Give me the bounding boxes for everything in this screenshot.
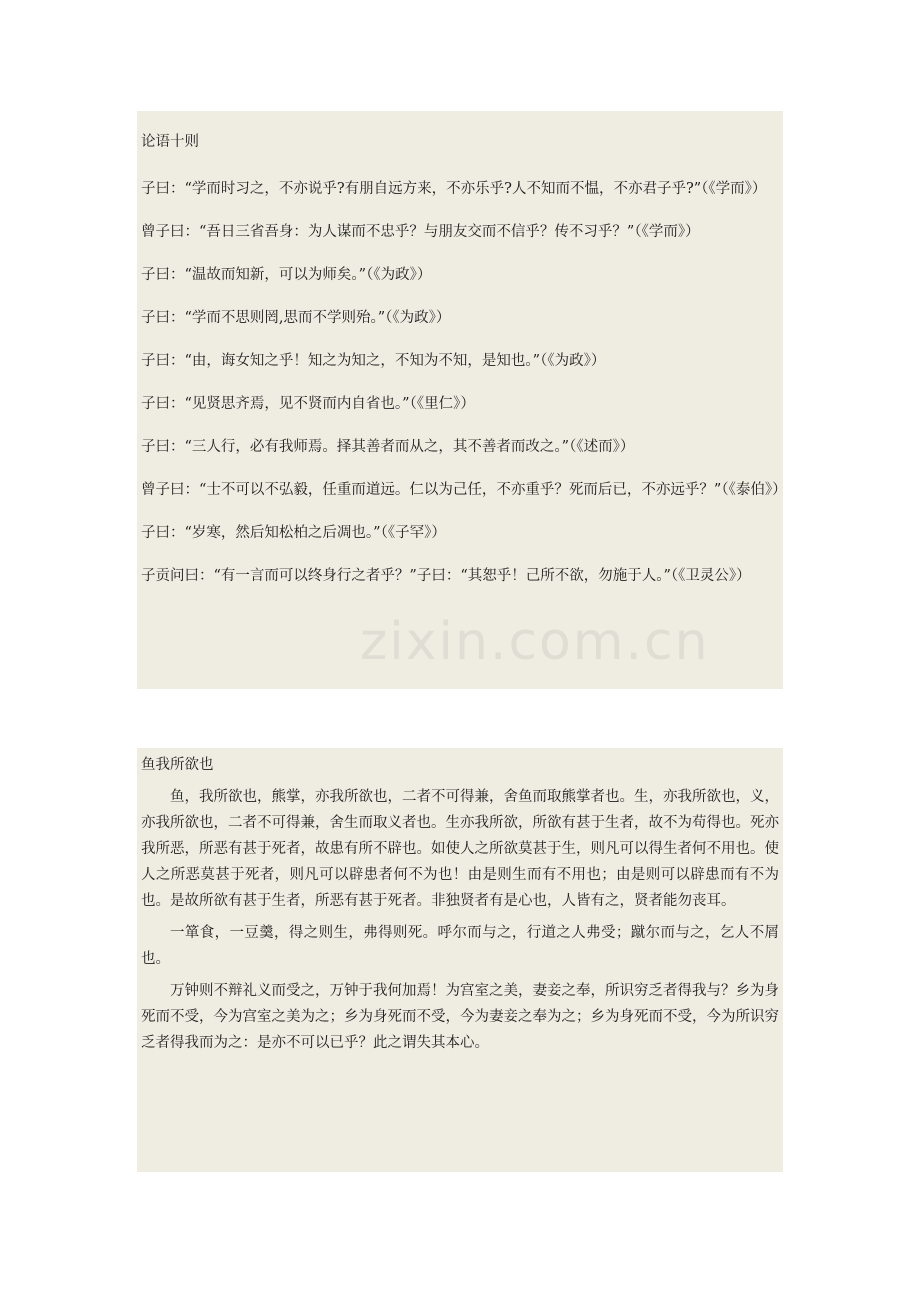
saying-6: 子曰：“见贤思齐焉，见不贤而内自省也。”（《里仁》） [141, 396, 475, 412]
section-title-lunyu: 论语十则 [141, 134, 199, 150]
saying-8: 曾子曰：“士不可以不弘毅，任重而道远。仁以为己任，不亦重乎？死而后已，不亦远乎？”（《泰伯》） [141, 482, 787, 498]
paragraph-3: 万钟则不辩礼义而受之，万钟于我何加焉！为宫室之美，妻妾之奉，所识穷乏者得我与？乡为身死而不受，今为宫室之美为之；乡为身死而不受，今为妻妾之奉为之；乡为身死而不受，今为所识穷乏者得我而为之：是亦不可以已乎？此之谓失其本心。 [141, 983, 779, 1051]
saying-1: 子曰：“学而时习之，不亦说乎?有朋自远方来，不亦乐乎?人不知而不愠，不亦君子乎?”（《学而》） [141, 181, 767, 197]
saying-5: 子曰：“由，诲女知之乎！知之为知之，不知为不知，是知也。”（《为政》） [141, 353, 606, 369]
lunyu-panel [137, 111, 787, 689]
section-title-yuwosuoyu: 鱼我所欲也 [141, 757, 214, 773]
paragraph-2: 一箪食，一豆羹，得之则生，弗得则死。呼尔而与之，行道之人弗受；蹴尔而与之，乞人不屑也。 [141, 925, 779, 967]
saying-10: 子贡问曰：“有一言而可以终身行之者乎？”子曰：“其恕乎！己所不欲，勿施于人。”（《卫灵公》） [141, 568, 751, 584]
saying-7: 子曰：“三人行，必有我师焉。择其善者而从之，其不善者而改之。”（《述而》） [141, 439, 635, 455]
yuwosuoyu-panel [137, 748, 783, 1172]
saying-9: 子曰：“岁寒，然后知松柏之后凋也。”（《子罕》） [141, 525, 446, 541]
paragraph-1: 鱼，我所欲也，熊掌，亦我所欲也，二者不可得兼，舍鱼而取熊掌者也。生，亦我所欲也，义，亦我所欲也，二者不可得兼，舍生而取义者也。生亦我所欲，所欲有甚于生者，故不为苟得也。死亦我所恶，所恶有甚于死者，故患有所不辟也。如使人之所欲莫甚于生，则凡可以得生者何不用也。使人之所恶莫甚于死者，则凡可以辟患者何不为也！由是则生而有不用也；由是则可以辟患而有不为也。是故所欲有甚于生者，所恶有甚于死者。非独贤者有是心也，人皆有之，贤者能勿丧耳。 [141, 789, 779, 909]
saying-4: 子曰：“学而不思则罔,思而不学则殆。”（《为政》） [141, 310, 451, 326]
saying-2: 曾子曰：“吾日三省吾身：为人谋而不忠乎？与朋友交而不信乎？传不习乎？”（《学而》） [141, 224, 700, 240]
saying-3: 子曰：“温故而知新，可以为师矣。”（《为政》） [141, 267, 432, 283]
